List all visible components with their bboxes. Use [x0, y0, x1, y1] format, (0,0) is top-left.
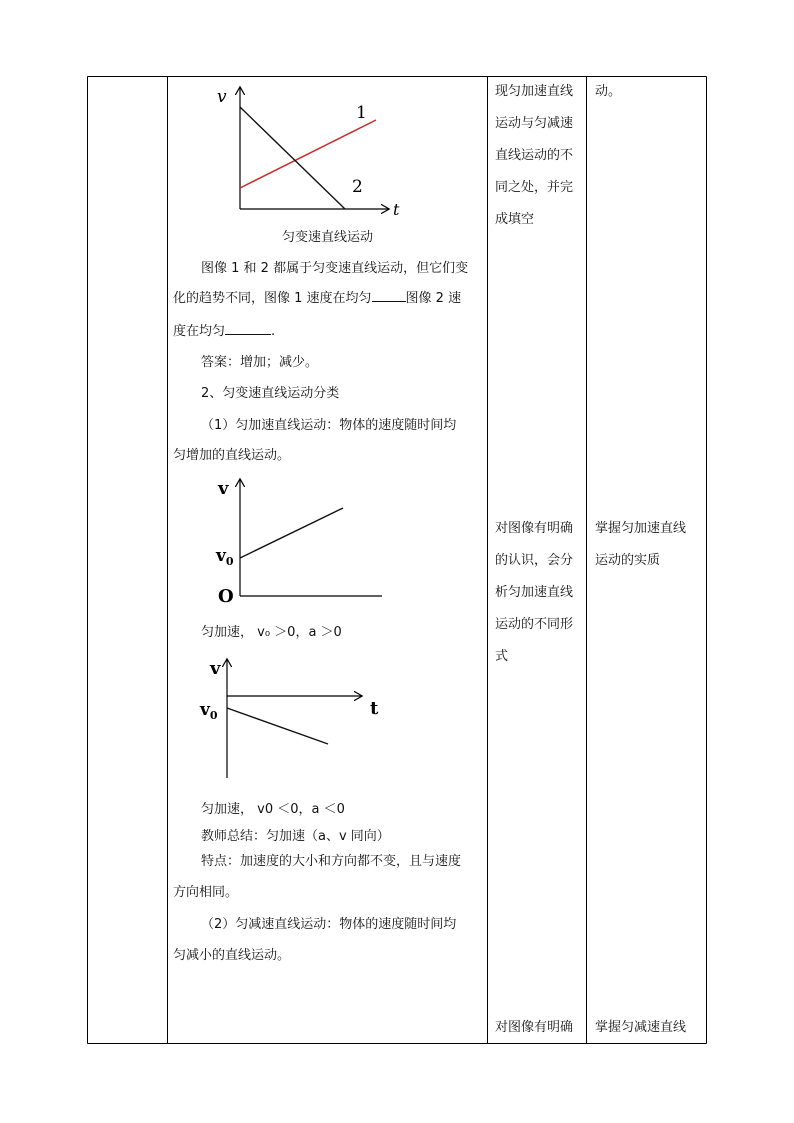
col3-line: 直线运动的不 [495, 148, 574, 163]
para1-line3 [173, 317, 275, 347]
col3-line: 运动的不同形 [495, 617, 574, 632]
figure1-caption: 匀变速直线运动 [282, 230, 374, 245]
para1-text-b: 化的趋势不同，图像 1 速度在均匀 [173, 291, 372, 306]
col4-line: 掌握匀加速直线 [595, 521, 687, 536]
col3-line: 对图像有明确 [495, 1020, 574, 1035]
col3-block1 [495, 76, 573, 236]
col4-line: 掌握匀减速直线 [595, 1020, 687, 1035]
col3-line: 对图像有明确 [495, 521, 574, 536]
col3-line: 运动与匀减速 [495, 116, 574, 131]
col3-block3 [495, 1012, 573, 1044]
y-axis-label: v [210, 658, 221, 679]
item1-line2: 匀增加的直线运动。 [173, 448, 291, 463]
col4-line: 运动的实质 [595, 553, 661, 568]
item2-line1: （2）匀减速直线运动：物体的速度随时间均 [201, 917, 457, 932]
velocity-line [227, 708, 328, 744]
figure-vt-two-lines [200, 80, 422, 222]
y-axis-label: v [217, 87, 227, 107]
teacher-summary: 教师总结：匀加速（a、v 同向） [201, 829, 390, 844]
item2-line2: 匀减小的直线运动。 [173, 948, 291, 963]
line-2 [240, 107, 345, 209]
line-1-label: 1 [356, 103, 367, 123]
intercept-label: $v_0$ [200, 700, 218, 722]
para1-text-e: . [271, 324, 276, 339]
blank-2 [225, 322, 271, 335]
origin-label: O [218, 586, 234, 607]
col3-line: 析匀加速直线 [495, 585, 574, 600]
velocity-line [240, 508, 343, 558]
para1-line1: 图像 1 和 2 都属于匀变速直线运动，但它们变 [201, 261, 469, 276]
para1-text-d: 度在均匀 [173, 324, 226, 339]
col4-block1 [595, 76, 621, 108]
col4-block2 [595, 513, 686, 577]
col3-line: 现匀加速直线 [495, 84, 574, 99]
figure2-caption: 匀加速， v₀ ＞0，a ＞0 [201, 625, 342, 640]
answer: 答案：增加；减少。 [201, 355, 319, 370]
col4-line: 动。 [595, 84, 622, 99]
item1-line1: （1）匀加速直线运动：物体的速度随时间均 [201, 418, 457, 433]
intercept-label: $v_0$ [216, 546, 234, 568]
y-axis-label: v [218, 478, 229, 499]
line-2-label: 2 [352, 177, 363, 197]
col3-line: 同之处，并完 [495, 180, 574, 195]
figure3-caption: 匀加速， v0 ＜0，a ＜0 [201, 802, 345, 817]
figure-uniform-deceleration-negative [195, 654, 395, 784]
figure-uniform-acceleration [210, 474, 390, 614]
section2-heading: 2、匀变速直线运动分类 [201, 386, 340, 401]
x-axis-label: t [393, 200, 400, 219]
col4-block3 [595, 1012, 686, 1044]
para1-line2 [173, 284, 461, 314]
feature-line2: 方向相同。 [173, 885, 239, 900]
feature-line1: 特点：加速度的大小和方向都不变，且与速度 [201, 854, 462, 869]
blank-1 [372, 289, 406, 302]
col3-line: 的认识，会分 [495, 553, 574, 568]
col3-line: 成填空 [495, 212, 535, 227]
col3-line: 式 [495, 649, 509, 664]
col3-block2 [495, 513, 573, 673]
x-axis-label: t [370, 698, 379, 719]
para1-text-c: 图像 2 速 [405, 291, 462, 306]
